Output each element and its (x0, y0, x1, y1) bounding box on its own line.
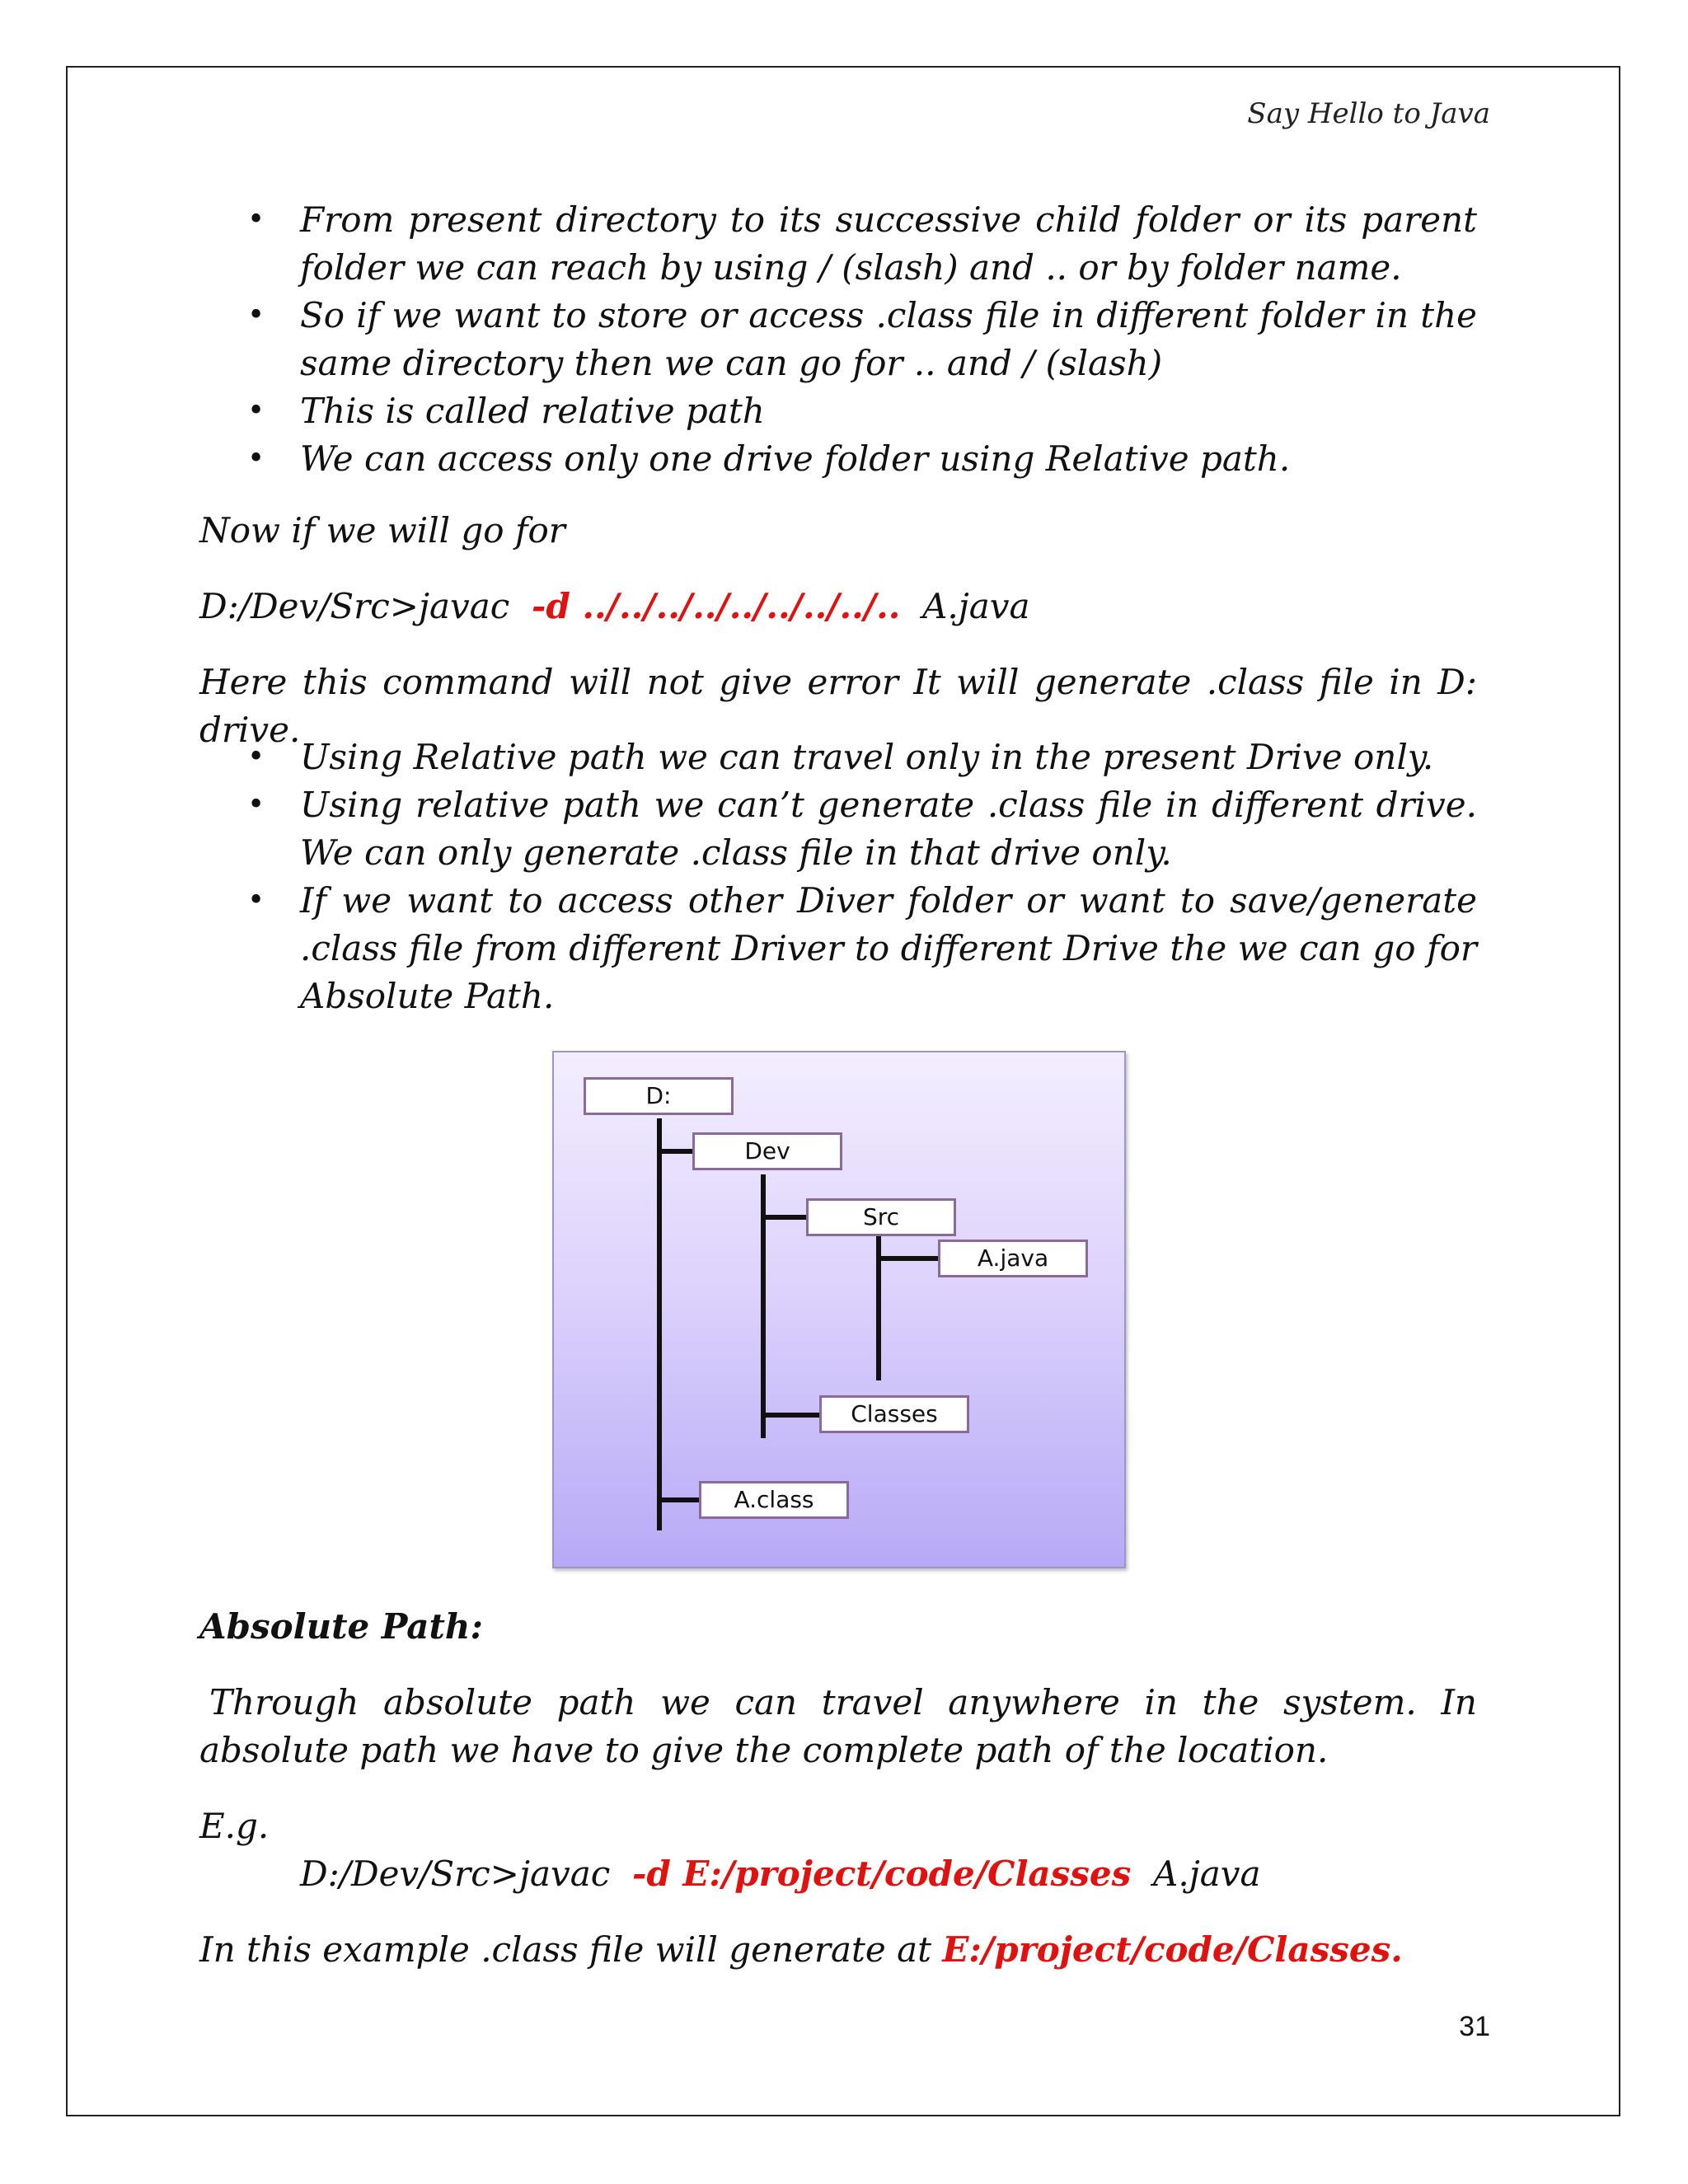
example-label: E.g. (199, 1806, 270, 1846)
node-src: Src (806, 1198, 956, 1236)
bullet-item: • If we want to access other Diver folder or want to save/generate .class file from different Driver to different Drive the we can go for Absolute Path. (199, 877, 1477, 1020)
node-drive-d: D: (584, 1077, 734, 1115)
node-classes: Classes (819, 1395, 969, 1433)
node-dev: Dev (692, 1132, 842, 1170)
command-prefix: D:/Dev/Src>javac (199, 586, 510, 626)
bullet-list-top (199, 196, 1477, 483)
paragraph-absolute: Through absolute path we can travel anywhere in the system. In absolute path we have to give the complete path of the location. (199, 1682, 1477, 1770)
bullet-item: • So if we want to store or access .class file in different folder in the same directory then we can go for .. and / (slash) (199, 292, 1477, 387)
command-file: A.java (1153, 1854, 1261, 1894)
bullet-item: • This is called relative path (199, 387, 1477, 435)
result-text: In this example .class file will generate at (199, 1929, 932, 1970)
running-header: Say Hello to Java (1247, 97, 1490, 130)
command-absolute (300, 1850, 1454, 1898)
command-option: -d ../../../../../../../../.. (532, 586, 901, 626)
paragraph-here: Here this command will not give error It will generate .class file in D: drive. (199, 662, 1477, 750)
paragraph-result (199, 1926, 1477, 1974)
node-a-class: A.class (699, 1481, 849, 1519)
command-file: A.java (922, 586, 1030, 626)
bullet-item: • Using relative path we can’t generate .class file in different drive. We can only generate .class file in that drive only. (199, 781, 1477, 877)
paragraph-now: Now if we will go for (199, 510, 565, 551)
command-option: -d E:/project/code/Classes (632, 1854, 1132, 1894)
node-a-java: A.java (938, 1240, 1088, 1277)
bullet-item: • Using Relative path we can travel only in the present Drive only. (199, 733, 1477, 781)
command-relative (199, 583, 1477, 630)
command-prefix: D:/Dev/Src>javac (300, 1854, 611, 1894)
page-number: 31 (1459, 2011, 1490, 2042)
directory-tree-diagram (552, 1051, 1126, 1568)
result-path: E:/project/code/Classes. (942, 1929, 1403, 1970)
bullet-item: • We can access only one drive folder using Relative path. (199, 435, 1477, 483)
section-heading-absolute-path: Absolute Path: (199, 1606, 483, 1647)
bullet-list-mid (199, 733, 1477, 1020)
bullet-item: • From present directory to its successive child folder or its parent folder we can reach by using / (slash) and .. or by folder name. (199, 196, 1477, 292)
